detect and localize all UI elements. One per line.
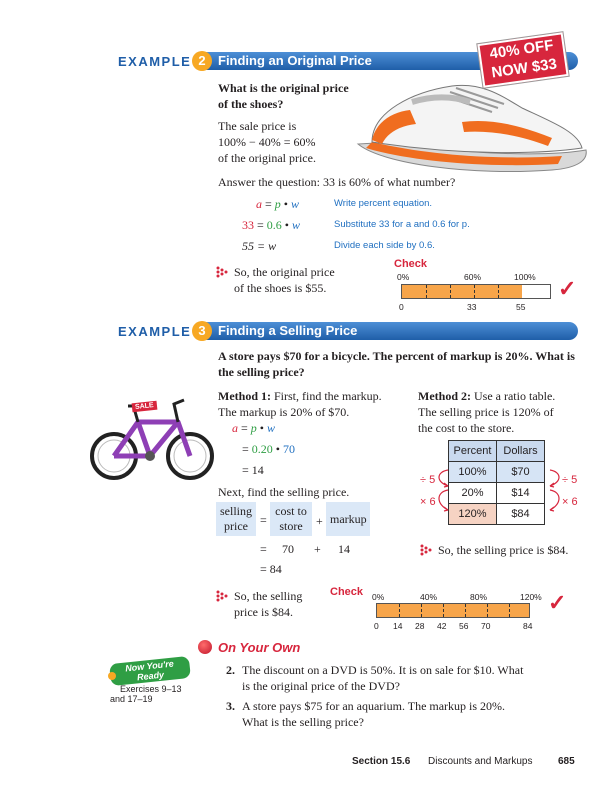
word-box-line: cost to: [275, 504, 307, 518]
method-1-conclusion: [234, 588, 302, 620]
check-mark-icon: ✓: [548, 590, 567, 615]
exercise-text: A store pays $75 for an aquarium. The markup is 20%.: [242, 699, 506, 713]
ready-line-1[interactable]: Exercises 9–13: [120, 684, 182, 694]
ratio-table-header: [449, 441, 545, 462]
eq-equals: =: [262, 197, 275, 211]
example-2-conclusion: [234, 264, 335, 296]
eq-70: 70: [282, 442, 295, 456]
word-row-3: = 84: [260, 562, 282, 576]
check2-bottom-84: 84: [523, 621, 533, 631]
check1-bottom-33: 33: [467, 302, 477, 312]
check-title-2: Check: [330, 586, 364, 598]
example-2-number: 2: [192, 51, 212, 71]
bar-tick: [450, 285, 451, 298]
example-2-title: Finding an Original Price: [218, 53, 372, 68]
word-box-selling-price: [216, 502, 256, 536]
m1-equation-row-3: = 14: [242, 463, 264, 477]
table-cell: $70: [497, 462, 545, 483]
explanation-line: 100% − 40% = 60%: [218, 135, 316, 149]
eq-33: 33: [242, 218, 254, 232]
check2-bottom-0: 0: [374, 621, 379, 631]
table-cell: 20%: [449, 483, 497, 504]
on-your-own-dot-icon: [198, 640, 212, 654]
method-1-heading: Method 1:: [218, 389, 271, 403]
eq-p: p: [250, 421, 257, 435]
ready-line-2[interactable]: and 17–19: [110, 694, 153, 704]
row-equals: =: [260, 542, 267, 556]
word-box-line: price: [224, 519, 248, 533]
method-1-line-1: [218, 388, 398, 404]
conclusion-line: price is $84.: [234, 605, 293, 619]
conclusion-line: So, the original price: [234, 265, 335, 279]
explanation-line: of the original price.: [218, 151, 316, 165]
table-cell: 120%: [449, 504, 497, 525]
check2-bottom-56: 56: [459, 621, 469, 631]
method-2-intro: [418, 388, 598, 436]
bar-tick: [465, 604, 466, 617]
table-cell: $14: [497, 483, 545, 504]
footer-title: Discounts and Markups: [428, 756, 533, 767]
eq-0-6: 0.6: [266, 218, 282, 232]
header-percent: Percent: [449, 441, 497, 462]
check1-bottom-55: 55: [516, 302, 526, 312]
example-2-label: EXAMPLE: [118, 54, 192, 69]
example-3-label: EXAMPLE: [118, 324, 192, 339]
check1-top-60: 60%: [464, 272, 482, 282]
check1-top-100: 100%: [514, 272, 536, 282]
row-14: 14: [338, 542, 350, 556]
answer-question: Answer the question: 33 is 60% of what number?: [218, 175, 456, 189]
bar-tick: [399, 604, 400, 617]
check2-bottom-70: 70: [481, 621, 491, 631]
word-row-2: [260, 541, 380, 557]
page-number: 685: [558, 756, 575, 767]
exercise-number: 3.: [226, 699, 235, 713]
word-box-line: selling: [220, 504, 252, 518]
ready-title: Now You're Ready: [109, 656, 191, 686]
right-divide-label: ÷ 5: [562, 474, 578, 486]
eq-w: w: [290, 197, 299, 211]
bar-tick: [509, 604, 510, 617]
equation-note-3: Divide each side by 0.6.: [334, 240, 435, 251]
method-2-conclusion: So, the selling price is $84.: [438, 543, 569, 557]
method-2-heading: Method 2:: [418, 389, 471, 403]
table-row: [449, 483, 545, 504]
conclusion-arrow-icon: [216, 590, 228, 602]
check2-top-40: 40%: [420, 592, 438, 602]
bar-tick: [426, 285, 427, 298]
ready-dot-icon: [108, 672, 116, 680]
equation-row-3: 55 = w: [242, 239, 277, 253]
bar-tick: [487, 604, 488, 617]
word-box-cost-to-store: [270, 502, 312, 536]
conclusion-line: of the shoes is $55.: [234, 281, 327, 295]
exercise-2-line-2: is the original price of the DVD?: [242, 679, 400, 693]
word-box-markup: markup: [326, 502, 370, 536]
sale-price-explanation: [218, 118, 398, 166]
question-line: A store pays $70 for a bicycle. The percent of markup is 20%. What is: [218, 349, 575, 363]
eq-w: w: [291, 218, 300, 232]
eq-dot: •: [280, 197, 291, 211]
badge-line-2: NOW $33: [490, 55, 558, 82]
method-2-line-1: [418, 388, 598, 404]
word-equals: =: [260, 513, 267, 527]
check-bar-1: [401, 284, 551, 299]
question-line: What is the original price: [218, 81, 349, 95]
check-title-1: Check: [394, 258, 428, 270]
word-box-line: store: [279, 519, 303, 533]
bar-tick: [421, 604, 422, 617]
on-your-own-title: On Your Own: [218, 640, 301, 655]
word-plus: +: [316, 514, 323, 528]
method-1-next: Next, find the selling price.: [218, 485, 350, 499]
check-bar-1-fill: [402, 285, 522, 298]
eq-a: a: [256, 197, 262, 211]
equation-note-2: Substitute 33 for a and 0.6 for p.: [334, 219, 470, 230]
exercise-3: [226, 698, 566, 730]
exercise-2: [226, 662, 566, 694]
example-3-title: Finding a Selling Price: [218, 323, 358, 338]
bicycle-sale-tag: SALE: [132, 401, 157, 413]
check2-bottom-42: 42: [437, 621, 447, 631]
check1-bottom-0: 0: [399, 302, 404, 312]
equation-row-1: [256, 196, 299, 212]
check1-top-0: 0%: [397, 272, 410, 282]
method-1-intro: [218, 388, 398, 420]
bar-tick: [498, 285, 499, 298]
check2-bottom-28: 28: [415, 621, 425, 631]
example-3-question: [218, 348, 578, 380]
check2-top-0: 0%: [372, 592, 385, 602]
explanation-line: The sale price is: [218, 119, 297, 133]
now-youre-ready-badge: [110, 660, 190, 704]
row-70: 70: [282, 542, 294, 556]
check2-top-120: 120%: [520, 592, 542, 602]
equation-note-1: Write percent equation.: [334, 198, 433, 209]
m1-equation-row-2: = 0.20 • 70: [242, 442, 295, 456]
conclusion-arrow-icon: [216, 266, 228, 278]
badge-line-1: 40% OFF: [488, 36, 555, 63]
question-line: of the shoes?: [218, 97, 284, 111]
equation-row-2: 33 = 0.6 • w: [242, 218, 300, 232]
method-2-line-3: the cost to the store.: [418, 421, 515, 435]
check2-top-80: 80%: [470, 592, 488, 602]
row-plus: +: [314, 542, 321, 556]
table-cell: 100%: [449, 462, 497, 483]
method-2-text: Use a ratio table.: [471, 389, 556, 403]
header-dollars: Dollars: [497, 441, 545, 462]
conclusion-arrow-icon: [420, 544, 432, 556]
exercise-3-line-1: [226, 698, 566, 714]
eq-w: w: [266, 421, 275, 435]
bicycle-illustration: [88, 384, 216, 488]
eq-a: a: [232, 421, 238, 435]
exercise-number: 2.: [226, 663, 235, 677]
check-bar-2: [376, 603, 530, 618]
left-divide-label: ÷ 5: [420, 474, 436, 486]
left-multiply-label: × 6: [420, 496, 436, 508]
table-cell: $84: [497, 504, 545, 525]
method-1-line-2: The markup is 20% of $70.: [218, 405, 350, 419]
table-row: [449, 462, 545, 483]
conclusion-line: So, the selling: [234, 589, 303, 603]
table-row: [449, 504, 545, 525]
example-3-number: 3: [192, 321, 212, 341]
check2-bottom-14: 14: [393, 621, 403, 631]
method-2-line-2: The selling price is 120% of: [418, 405, 554, 419]
footer-section: Section 15.6: [352, 756, 411, 767]
exercise-2-line-1: [226, 662, 566, 678]
method-1-text: First, find the markup.: [271, 389, 382, 403]
example-3-title-bar: [206, 322, 578, 340]
exercise-3-line-2: What is the selling price?: [242, 715, 364, 729]
bar-tick: [443, 604, 444, 617]
ratio-table: [448, 440, 545, 525]
example-2-question: [218, 80, 398, 112]
m1-equation-row-1: a = p • w: [232, 421, 275, 435]
eq-p: p: [274, 197, 281, 211]
eq-0-20: 0.20: [251, 442, 273, 456]
bar-tick: [474, 285, 475, 298]
right-multiply-label: × 6: [562, 496, 578, 508]
exercise-text: The discount on a DVD is 50%. It is on sale for $10. What: [242, 663, 524, 677]
question-line: the selling price?: [218, 365, 305, 379]
check-mark-icon: ✓: [558, 276, 577, 301]
